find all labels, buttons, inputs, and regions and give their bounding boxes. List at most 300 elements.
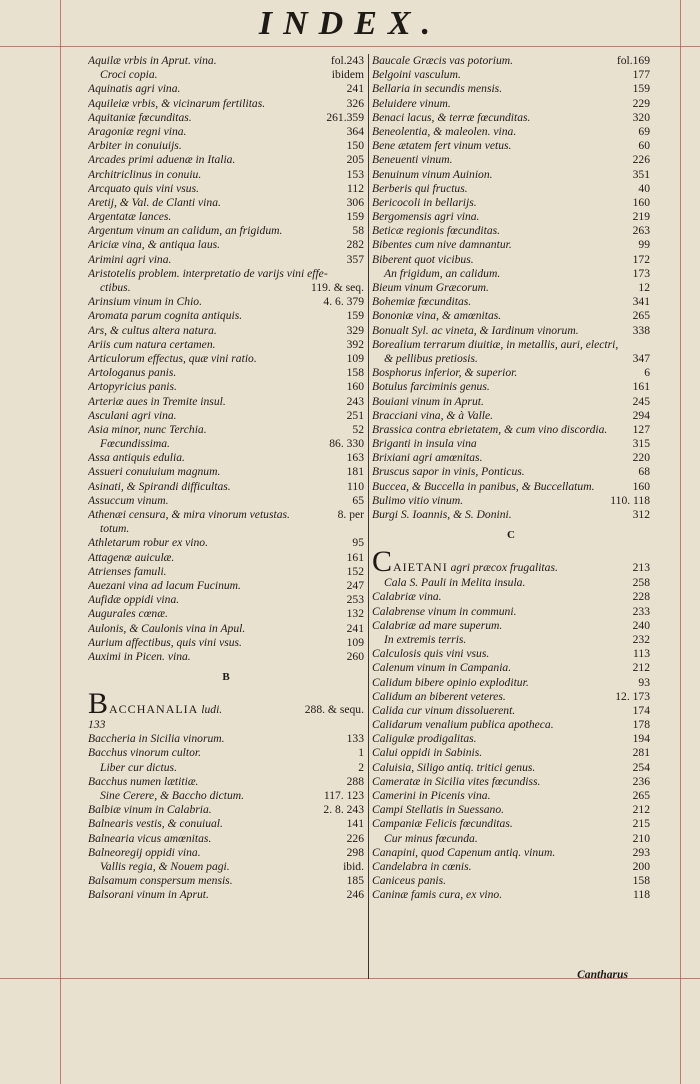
entry-term: Assa antiquis edulia. — [88, 451, 185, 465]
entry-page-ref: 312 — [632, 508, 650, 521]
entry-term: Bouiani vinum in Aprut. — [372, 394, 484, 408]
entry-page-ref: fol.169 — [616, 54, 650, 67]
entry-page-ref: 246 — [346, 888, 364, 902]
entry-term: Buccea, & Buccella in panibus, & Buccellatum. — [372, 479, 595, 493]
entry-term: Argentatæ lances. — [88, 210, 172, 224]
entry-term: Athenæi censura, & mira vinorum vetustas. — [88, 508, 290, 521]
entry-page-ref: 181 — [346, 465, 364, 479]
entry-page-ref: 174 — [632, 703, 650, 717]
index-entry — [88, 803, 364, 817]
index-entry — [372, 647, 650, 661]
entry-page-ref: 12 — [638, 281, 650, 294]
lead-rest: agri præcox frugalitas. — [447, 561, 558, 575]
entry-page-ref: 233 — [632, 604, 650, 618]
entry-page-ref: 258 — [632, 576, 650, 590]
entry-term: Caluisia, Siligo antiq. tritici genus. — [372, 760, 536, 774]
index-entry — [372, 182, 650, 196]
index-entry — [88, 522, 364, 536]
index-entry — [88, 551, 364, 565]
entry-term: Balsamum conspersum mensis. — [88, 874, 233, 888]
entry-page-ref: 185 — [346, 874, 364, 888]
index-entry — [88, 732, 364, 746]
right-entry-list — [372, 54, 650, 522]
index-entry — [372, 832, 650, 846]
entry-page-ref: 298 — [346, 845, 364, 859]
entry-term: Bibentes cum nive damnantur. — [372, 238, 512, 252]
index-entry — [88, 182, 364, 196]
entry-page-ref: 329 — [346, 323, 364, 337]
index-entry — [372, 395, 650, 409]
entry-page-ref: 2. 8. 243 — [323, 803, 364, 817]
entry-term: Bene ætatem fert vinum vetus. — [372, 139, 512, 153]
margin-rule-left — [60, 0, 61, 1084]
index-entry — [88, 874, 364, 888]
entry-term: Aromata parum cognita antiquis. — [88, 309, 243, 323]
index-entry — [372, 732, 650, 746]
index-entry — [372, 324, 650, 338]
index-entry — [372, 803, 650, 817]
index-entry — [372, 82, 650, 96]
entry-term: Aufidæ oppidi vina. — [88, 593, 180, 607]
entry-term: Bellaria in secundis mensis. — [372, 82, 503, 96]
entry-term: Aristotelis problem. interpretatio de varijs vini effe- — [88, 266, 328, 280]
index-entry — [372, 97, 650, 111]
lead-caps: ACCHANALIA — [109, 702, 199, 717]
entry-term: Arimini agri vina. — [88, 252, 172, 266]
index-entry — [88, 210, 364, 224]
index-entry — [372, 718, 650, 732]
entry-term: Camerini in Picenis vina. — [372, 789, 491, 802]
index-entry — [88, 789, 364, 803]
entry-page-ref: 69 — [638, 124, 650, 138]
entry-page-ref: 210 — [632, 831, 650, 845]
entry-page-ref: 357 — [346, 252, 364, 266]
index-entry — [88, 281, 364, 295]
index-entry — [88, 224, 364, 238]
entry-page-ref: 265 — [632, 789, 650, 802]
index-entry — [88, 309, 364, 323]
index-entry — [88, 338, 364, 352]
entry-term: Baucale Græcis vas potorium. — [372, 54, 514, 67]
entry-term: Balsorani vinum in Aprut. — [88, 888, 209, 902]
entry-page-ref: 95 — [352, 536, 364, 550]
entry-page-ref: 141 — [346, 817, 364, 831]
index-entry — [372, 309, 650, 323]
index-entry — [372, 68, 650, 82]
entry-page-ref: 351 — [632, 167, 650, 181]
index-entry — [372, 775, 650, 789]
entry-term: Balnearia vicus amœnitas. — [88, 831, 212, 845]
entry-term: Borealium terrarum diuitiæ, in metallis, auri, electri, — [372, 337, 619, 351]
entry-page-ref: 4. 6. 379 — [323, 295, 364, 309]
entry-page-ref: 113 — [633, 647, 650, 661]
entry-page-ref: 93 — [638, 675, 650, 689]
entry-term: An frigidum, an calidum. — [384, 266, 501, 280]
entry-page-ref: 150 — [346, 139, 364, 153]
index-entry — [88, 54, 364, 68]
right-column — [372, 54, 650, 903]
entry-page-ref: 392 — [346, 337, 364, 351]
index-entry — [372, 437, 650, 451]
entry-page-ref: 159 — [346, 309, 364, 323]
index-entry — [88, 153, 364, 167]
index-entry — [372, 451, 650, 465]
index-entry — [88, 111, 364, 125]
entry-term: Beneuenti vinum. — [372, 153, 453, 167]
entry-term: 133 — [88, 718, 106, 732]
index-entry — [372, 465, 650, 479]
column-separator — [368, 54, 369, 979]
left-column — [88, 54, 364, 903]
entry-page-ref: 226 — [632, 153, 650, 167]
entry-page-ref: 253 — [346, 593, 364, 607]
entry-page-ref: 347 — [632, 351, 650, 365]
lead-ref: 288. & sequ. — [304, 703, 364, 717]
entry-page-ref: 194 — [632, 732, 650, 746]
index-entry — [372, 817, 650, 831]
index-entry — [88, 565, 364, 579]
entry-term: Artopyricius panis. — [88, 380, 177, 394]
section-heading-b: B — [222, 671, 230, 684]
index-entry — [88, 650, 364, 664]
entry-term: Cur minus fœcunda. — [384, 831, 478, 845]
section-heading-c: C — [507, 529, 515, 542]
entry-page-ref: 294 — [632, 408, 650, 422]
entry-page-ref: 228 — [632, 590, 650, 604]
entry-page-ref: 326 — [346, 96, 364, 110]
entry-term: Croci copia. — [100, 68, 158, 82]
entry-page-ref: 251 — [346, 408, 364, 422]
entry-term: Beluidere vinum. — [372, 96, 451, 110]
index-entry — [372, 352, 650, 366]
entry-term: Bulimo vitio vinum. — [372, 493, 464, 507]
index-entry — [88, 380, 364, 394]
index-entry — [372, 746, 650, 760]
entry-page-ref: 241 — [346, 621, 364, 635]
entry-page-ref: ibidem — [331, 68, 364, 82]
entry-term: Calui oppidi in Sabinis. — [372, 746, 483, 760]
index-entry — [372, 281, 650, 295]
entry-term: Aulonis, & Caulonis vina in Apul. — [88, 621, 246, 635]
entry-term: Beneolentia, & maleolen. vina. — [372, 124, 517, 138]
index-entry — [88, 775, 364, 789]
entry-page-ref: 232 — [632, 632, 650, 646]
entry-term: Candelabra in cœnis. — [372, 859, 472, 873]
entry-page-ref: 158 — [632, 874, 650, 888]
index-entry — [88, 168, 364, 182]
entry-page-ref: 205 — [346, 153, 364, 167]
entry-page-ref: 40 — [638, 181, 650, 195]
lead-caps: AIETANI — [393, 560, 448, 575]
entry-term: Balnearis vestis, & conuiual. — [88, 817, 223, 831]
entry-page-ref: 220 — [632, 451, 650, 465]
entry-term: Asia minor, nunc Terchia. — [88, 422, 207, 436]
index-entry — [88, 832, 364, 846]
entry-page-ref: 6 — [644, 366, 650, 380]
entry-term: Argentum vinum an calidum, an frigidum. — [88, 224, 283, 238]
entry-term: Aretij, & Val. de Clanti vina. — [88, 195, 221, 209]
left-entry-list — [88, 54, 364, 664]
entry-term: Vallis regia, & Nouem pagi. — [100, 859, 230, 873]
entry-term: Fœcundissima. — [100, 437, 170, 451]
entry-term: Arcades primi aduenæ in Italia. — [88, 153, 236, 167]
entry-page-ref: 99 — [638, 238, 650, 252]
entry-page-ref: 12. 173 — [615, 689, 650, 703]
index-entry — [372, 238, 650, 252]
entry-page-ref: 110 — [347, 479, 364, 493]
entry-page-ref: 65 — [352, 493, 364, 507]
entry-term: Bruscus sapor in vinis, Ponticus. — [372, 465, 525, 479]
index-entry — [88, 68, 364, 82]
index-entry — [372, 153, 650, 167]
entry-page-ref: 200 — [632, 859, 650, 873]
entry-term: Campaniæ Felicis fœcunditas. — [372, 817, 513, 831]
index-entry — [372, 480, 650, 494]
entry-term: Balbiæ vinum in Calabria. — [88, 803, 212, 817]
entry-term: Assuccum vinum. — [88, 493, 169, 507]
index-entry — [88, 295, 364, 309]
index-entry — [88, 622, 364, 636]
entry-term: Augurales cœnæ. — [88, 607, 168, 621]
dropcap-b: B — [88, 687, 109, 721]
entry-page-ref: 68 — [638, 465, 650, 479]
entry-page-ref: 2 — [358, 760, 364, 774]
index-entry — [372, 704, 650, 718]
index-entry — [88, 423, 364, 437]
entry-term: Belgoini vasculum. — [372, 68, 461, 82]
entry-term: ctibus. — [100, 281, 131, 294]
entry-term: Calida cur vinum dissoluerent. — [372, 703, 516, 717]
entry-term: Bacchus numen lætitiæ. — [88, 774, 199, 788]
entry-term: Bracciani vina, & à Valle. — [372, 408, 494, 422]
entry-term: Bohemiæ fœcunditas. — [372, 295, 472, 309]
entry-page-ref: 127 — [632, 422, 650, 436]
entry-term: In extremis terris. — [384, 632, 467, 646]
index-entry — [372, 295, 650, 309]
entry-page-ref: 282 — [346, 238, 364, 252]
index-entry — [88, 395, 364, 409]
entry-page-ref: 119. & seq. — [310, 281, 364, 294]
index-entry — [372, 139, 650, 153]
entry-page-ref: 109 — [346, 351, 364, 365]
entry-page-ref: 240 — [632, 618, 650, 632]
index-entry — [88, 746, 364, 760]
section-c-entry-list — [372, 576, 650, 902]
index-entry — [88, 494, 364, 508]
entry-page-ref: 161 — [632, 380, 650, 394]
index-entry — [372, 409, 650, 423]
entry-term: Ars, & cultus altera natura. — [88, 323, 217, 337]
entry-term: Aurium affectibus, quis vini vsus. — [88, 635, 242, 649]
entry-term: totum. — [100, 522, 130, 536]
index-entry — [372, 676, 650, 690]
index-entry — [88, 352, 364, 366]
index-entry — [372, 267, 650, 281]
entry-term: Ariis cum natura certamen. — [88, 337, 216, 351]
entry-page-ref: 212 — [632, 661, 650, 675]
entry-page-ref: 132 — [346, 607, 364, 621]
index-entry — [88, 508, 364, 522]
index-entry — [372, 366, 650, 380]
entry-page-ref: fol.243 — [330, 54, 364, 67]
entry-page-ref: 364 — [346, 124, 364, 138]
entry-term: Berberis qui fructus. — [372, 181, 468, 195]
entry-page-ref: 158 — [346, 366, 364, 380]
index-entry — [88, 409, 364, 423]
entry-term: Aquitaniæ fœcunditas. — [88, 110, 192, 124]
index-entry — [372, 789, 650, 803]
index-entry — [88, 253, 364, 267]
index-entry — [88, 593, 364, 607]
section-lead-c — [372, 545, 650, 579]
index-entry — [372, 576, 650, 590]
index-entry — [88, 817, 364, 831]
entry-term: Bacchus vinorum cultor. — [88, 746, 202, 760]
entry-page-ref: 160 — [346, 380, 364, 394]
lead-rest: ludi. — [198, 703, 223, 717]
index-entry — [88, 465, 364, 479]
entry-page-ref: 159 — [346, 210, 364, 224]
entry-page-ref: 159 — [632, 82, 650, 96]
entry-page-ref: 260 — [346, 649, 364, 663]
entry-term: Cameratæ in Sicilia vites fœcundiss. — [372, 774, 541, 788]
entry-term: Bieum vinum Græcorum. — [372, 281, 489, 294]
entry-term: Baccheria in Sicilia vinorum. — [88, 732, 225, 746]
index-entry — [88, 451, 364, 465]
entry-term: Calabrense vinum in communi. — [372, 604, 517, 618]
entry-term: Bericocoli in bellarijs. — [372, 195, 477, 209]
entry-page-ref: 247 — [346, 578, 364, 592]
entry-page-ref: 245 — [632, 394, 650, 408]
index-entry — [372, 54, 650, 68]
index-entry — [88, 82, 364, 96]
index-entry — [372, 761, 650, 775]
entry-page-ref: 58 — [352, 224, 364, 238]
entry-page-ref: 153 — [346, 167, 364, 181]
margin-rule-right — [680, 0, 681, 1084]
index-entry — [88, 860, 364, 874]
entry-term: Calculosis quis vini vsus. — [372, 647, 490, 661]
entry-page-ref: 1 — [358, 746, 364, 760]
index-entry — [372, 888, 650, 902]
entry-term: Aquilæ vrbis in Aprut. vina. — [88, 54, 217, 67]
index-entry — [88, 125, 364, 139]
entry-term: Brassica contra ebrietatem, & cum vino discordia. — [372, 422, 608, 436]
section-b-entry-list — [88, 718, 364, 902]
entry-page-ref: 52 — [352, 422, 364, 436]
index-entry — [88, 636, 364, 650]
entry-term: Caniceus panis. — [372, 874, 447, 888]
index-entry — [372, 224, 650, 238]
dropcap-c: C — [372, 545, 393, 579]
entry-term: Calidarum venalium publica apotheca. — [372, 718, 554, 732]
entry-term: Cala S. Pauli in Melita insula. — [384, 576, 526, 590]
entry-page-ref: 212 — [632, 803, 650, 817]
entry-term: Benuinum vinum Auinion. — [372, 167, 493, 181]
index-entry — [88, 536, 364, 550]
entry-term: Caligulæ prodigalitas. — [372, 732, 477, 746]
entry-term: Auximi in Picen. vina. — [88, 649, 191, 663]
entry-term: Sine Cerere, & Baccho dictum. — [100, 789, 245, 802]
page-title: INDEX. — [258, 5, 442, 42]
entry-term: Bonualt Syl. ac vineta, & Iardinum vinorum. — [372, 323, 579, 337]
entry-term: Asinati, & Spirandi difficultas. — [88, 479, 231, 493]
index-entry — [88, 97, 364, 111]
entry-term: Bergomensis agri vina. — [372, 210, 480, 224]
entry-page-ref: 241 — [346, 82, 364, 96]
entry-page-ref: 226 — [346, 831, 364, 845]
index-entry — [372, 380, 650, 394]
index-entry — [372, 846, 650, 860]
index-entry — [88, 480, 364, 494]
entry-term: Calidum bibere opinio exploditur. — [372, 675, 529, 689]
entry-page-ref: 161 — [346, 550, 364, 564]
entry-term: Arcquato quis vini vsus. — [88, 181, 199, 195]
entry-term: Aragoniæ regni vina. — [88, 124, 187, 138]
entry-page-ref: 263 — [632, 224, 650, 238]
index-entry — [372, 168, 650, 182]
entry-page-ref: 110. 118 — [610, 493, 650, 507]
entry-term: Arbiter in conuiuijs. — [88, 139, 182, 153]
entry-page-ref: 236 — [632, 774, 650, 788]
entry-page-ref: 293 — [632, 845, 650, 859]
entry-page-ref: 177 — [632, 68, 650, 82]
index-entry — [88, 366, 364, 380]
margin-rule-top — [0, 46, 700, 47]
entry-term: Assueri conuiuium magnum. — [88, 465, 221, 479]
entry-term: Benaci lacus, & terræ fœcunditas. — [372, 110, 531, 124]
entry-term: & pellibus pretiosis. — [384, 351, 478, 365]
entry-term: Bononiæ vina, & amœnitas. — [372, 309, 502, 323]
entry-term: Calabriæ vina. — [372, 590, 442, 604]
entry-page-ref: 261.359 — [326, 110, 364, 124]
index-entry — [88, 196, 364, 210]
index-entry — [372, 111, 650, 125]
index-entry — [372, 860, 650, 874]
index-entry — [372, 508, 650, 522]
entry-page-ref: 288 — [346, 774, 364, 788]
entry-term: Bosphorus inferior, & superior. — [372, 366, 518, 380]
entry-page-ref: 173 — [632, 266, 650, 280]
entry-term: Ariciæ vina, & antiqua laus. — [88, 238, 221, 252]
entry-term: Burgi S. Ioannis, & S. Donini. — [372, 508, 512, 521]
entry-term: Articulorum effectus, quæ vini ratio. — [88, 351, 257, 365]
entry-term: Asculani agri vina. — [88, 408, 177, 422]
entry-term: Calabriæ ad mare superum. — [372, 618, 503, 632]
lead-ref: 213 — [632, 561, 650, 575]
entry-term: Biberent quot vicibus. — [372, 252, 474, 266]
entry-term: Artologanus panis. — [88, 366, 177, 380]
entry-page-ref: 320 — [632, 110, 650, 124]
entry-page-ref: 281 — [632, 746, 650, 760]
entry-page-ref: 215 — [632, 817, 650, 831]
entry-page-ref: 152 — [346, 564, 364, 578]
index-entry — [372, 494, 650, 508]
entry-page-ref: 118 — [633, 888, 650, 902]
index-entry — [88, 324, 364, 338]
index-entry — [372, 661, 650, 675]
index-entry — [88, 238, 364, 252]
entry-page-ref: 338 — [632, 323, 650, 337]
entry-page-ref: 117. 123 — [323, 789, 364, 802]
index-entry — [372, 253, 650, 267]
entry-term: Beticæ regionis fœcunditas. — [372, 224, 501, 238]
entry-page-ref: 219 — [632, 210, 650, 224]
entry-page-ref: 160 — [632, 479, 650, 493]
section-lead-b — [88, 687, 364, 721]
entry-term: Attagenæ auiculæ. — [88, 550, 175, 564]
entry-term: Arteriæ aues in Tremite insul. — [88, 394, 226, 408]
